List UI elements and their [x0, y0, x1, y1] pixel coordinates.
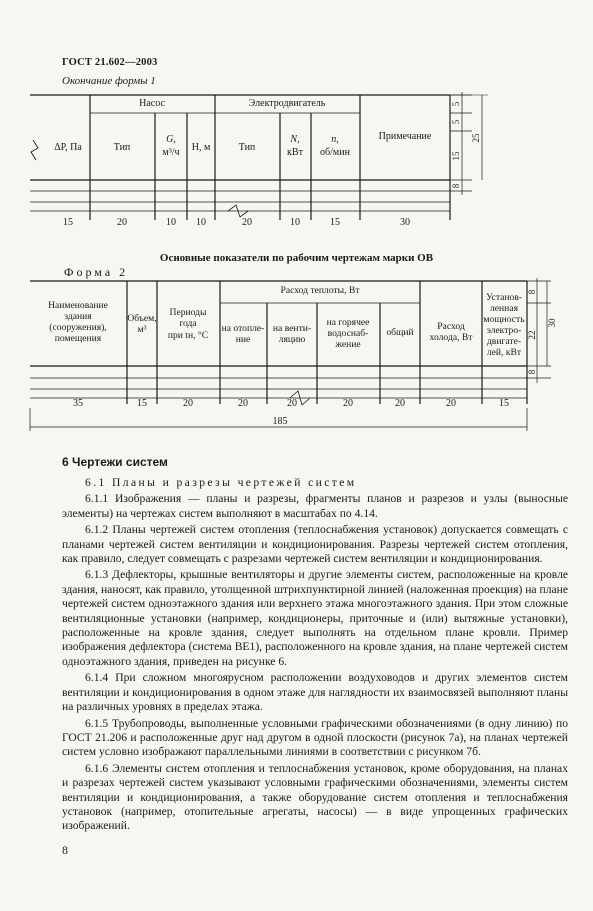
t2-cold-2: холода, Вт	[429, 332, 473, 343]
col-rpm-top: n,	[331, 134, 339, 145]
t2-name-1: Наименование	[48, 300, 108, 311]
col-note: Примечание	[378, 131, 432, 142]
t2-width-2: 15	[137, 398, 147, 409]
t2-width-9: 15	[499, 398, 509, 409]
t2-width-8: 20	[446, 398, 456, 409]
t2-width-3: 20	[183, 398, 193, 409]
t2-dim-r2: 22	[527, 330, 537, 340]
dim-r5: 8	[451, 183, 461, 189]
width-7: 15	[330, 217, 340, 228]
subsection-title: 6.1 Планы и разрезы чертежей систем	[85, 476, 357, 489]
t2-dim-r1: 8	[527, 289, 537, 295]
t2-name-3: (сооружения),	[49, 322, 107, 333]
header-motor: Электродвигатель	[248, 98, 326, 109]
col-n-top: N,	[290, 134, 300, 145]
header-pump: Насос	[139, 98, 165, 109]
t2-power-5: двигате-	[486, 336, 522, 347]
paragraph-6-1-4: 6.1.4 При сложном многоярусном расположении воздуховодов и других элементов систем вентиляции и кондиционирования в одном этаже для наглядности их взаимосвязей выполняют планы на различных уровнях в пределах этажа.	[62, 671, 568, 714]
t2-power-4: электро-	[486, 325, 522, 336]
t2-periods-1: Периоды	[169, 307, 207, 318]
t2-heating-1: на отопле-	[221, 323, 265, 334]
paragraph-6-1-3: 6.1.3 Дефлекторы, крышные вентиляторы и другие элементы систем, расположенные на кровле здания, наносят, как правило, утолщенной штрихпунктирной линией (наложенная проекция) на плане чертежей систем одноэтажного здания или верхнего этажа многоэтажного здания. При этом сложные вентиляционные установки (например, кондиционеры, приточные и (или) вытяжные установки), расположенные на кровле здания, следует выполнять на отдельном плане кровли. Пример изображения дефлектора (система ВЕ1), расположенного на кровле здания, на плане чертежей систем одноэтажного здания, приведен на рисунке 6.	[62, 568, 568, 668]
t2-name-2: здания	[64, 311, 92, 322]
t2-power-2: ленная	[490, 303, 518, 314]
section6-heading: 6 Чертежи систем	[62, 455, 168, 469]
col-dp: ΔP, Па	[54, 142, 82, 153]
t2-width-5: 20	[287, 398, 297, 409]
width-6: 10	[290, 217, 300, 228]
width-4: 10	[196, 217, 206, 228]
col-g-bottom: м³/ч	[162, 147, 180, 158]
t2-heating-2: ние	[235, 334, 251, 345]
t2-volume-1: Объем,	[127, 313, 157, 324]
col-rpm-bottom: об/мин	[320, 147, 350, 158]
t2-power-6: лей, кВт	[486, 347, 522, 358]
t2-width-4: 20	[238, 398, 248, 409]
width-5: 20	[242, 217, 252, 228]
document-code: ГОСТ 21.602—2003	[62, 57, 158, 68]
col-g-top: G,	[166, 134, 176, 145]
t2-hotwater-1: на горячее	[326, 317, 370, 328]
t2-dim-r4: 8	[527, 369, 537, 375]
t2-cold-1: Расход	[437, 321, 465, 332]
t2-vent-2: ляцию	[278, 334, 306, 345]
t2-group-heat: Расход теплоты, Вт	[280, 285, 360, 296]
section-title: Основные показатели по рабочим чертежам марки ОВ	[159, 252, 434, 264]
width-1: 15	[63, 217, 73, 228]
width-3: 10	[166, 217, 176, 228]
paragraph-6-1-2: 6.1.2 Планы чертежей систем отопления (теплоснабжения установок) допускается совмещать с планами чертежей систем вентиляции и кондиционирования. Разрезы чертежей систем отопления, как правило, следует совмещать с разрезами чертежей систем вентиляции и кондиционирования.	[62, 523, 568, 566]
t2-hotwater-3: жение	[335, 339, 361, 350]
dim-r1: 5	[451, 101, 461, 107]
t2-vent-1: на венти-	[272, 323, 312, 334]
col-h: H, м	[191, 142, 211, 153]
t2-periods-3: при tн, °С	[167, 330, 209, 341]
section6-body	[62, 476, 568, 836]
t2-width-1: 35	[73, 398, 83, 409]
dim-r4: 25	[471, 133, 481, 143]
t2-name-4: помещения	[54, 333, 102, 344]
t2-hotwater-2: водоснаб-	[327, 328, 369, 339]
t2-volume-2: м³	[137, 324, 147, 335]
form2-label: Форма 2	[64, 265, 129, 279]
col-n-bottom: кВт	[287, 147, 303, 158]
dim-r3: 15	[451, 151, 461, 161]
paragraph-6-1-6: 6.1.6 Элементы систем отопления и теплоснабжения установок, кроме оборудования, на планах и разрезах чертежей систем указывают условными графическими обозначениями, элементы систем вентиляции и кондиционирования, а также оборудование систем отопления и теплоснабжения установок (например, отопительные агрегаты, насосы) — в виде упрощенных графических изображений.	[62, 761, 568, 833]
t2-power-1: Установ-	[485, 292, 523, 303]
t2-dim-r3: 30	[547, 318, 557, 328]
width-2: 20	[117, 217, 127, 228]
table-form2	[0, 0, 593, 440]
col-motor-type: Тип	[238, 142, 256, 153]
t2-width-7: 20	[395, 398, 405, 409]
page-number: 8	[62, 843, 68, 857]
form-end-caption: Окончание формы 1	[62, 75, 156, 87]
width-8: 30	[400, 217, 410, 228]
paragraph-6-1-5: 6.1.5 Трубопроводы, выполненные условными графическими обозначениями (в одну линию) по ГОСТ 21.206 и расположенные друг над другом в одной плоскости (рисунок 7а), на планах чертежей систем условно изображают параллельными линиями в соответствии с рисунком 7б.	[62, 716, 568, 759]
t2-periods-2: года	[179, 318, 197, 329]
t2-total-width: 185	[272, 416, 288, 427]
t2-power-3: мощность	[483, 314, 525, 325]
dim-r2: 5	[451, 119, 461, 125]
paragraph-6-1-1: 6.1.1 Изображения — планы и разрезы, фрагменты планов и разрезов и узлы (выносные элементы) на чертежах систем выполняют в масштабах по 4.14.	[62, 492, 568, 520]
t2-total: общий	[386, 327, 414, 338]
col-type: Тип	[113, 142, 131, 153]
t2-width-6: 20	[343, 398, 353, 409]
